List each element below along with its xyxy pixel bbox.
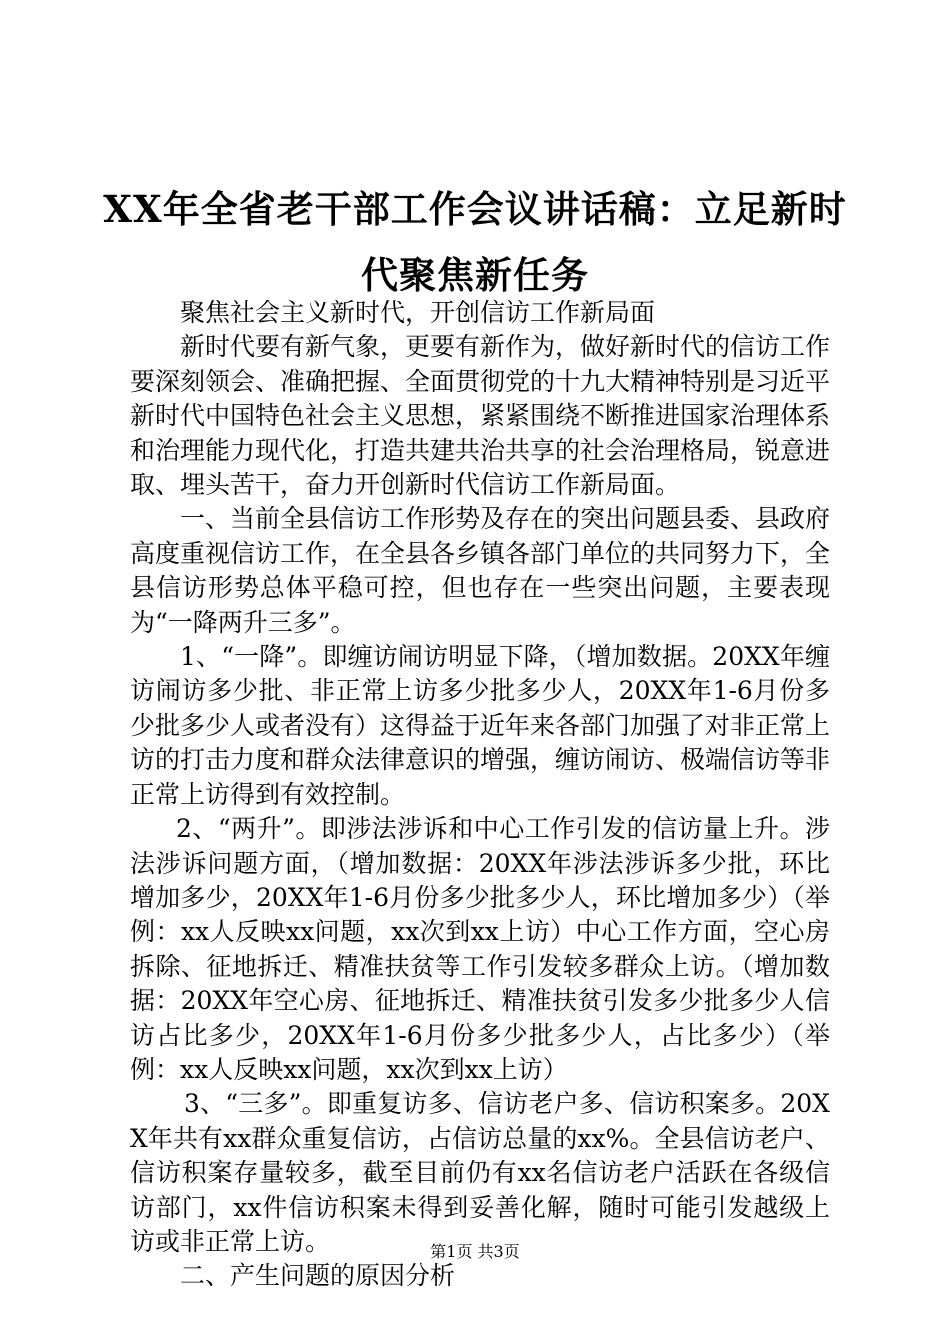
title-line-2: 代聚焦新任务 [361, 253, 589, 297]
paragraph-part-two: 二、产生问题的原因分析 [180, 1261, 456, 1291]
title-line-1: XX年全省老干部工作会议讲话稿：立足新时 [103, 187, 847, 231]
paragraph-item-one: 1、“一降”。即缠访闹访明显下降，（增加数据。20XX年缠访闹访多少批、非正常上访多少批多少人，20XX年1-6月份多少批多少人或者没有）这得益于近年来各部门加强了对非正常上访的打击力度和群众法律意识的增强，缠访闹访、极端信访等非正常上访得到有效控制。 [130, 642, 831, 809]
document-title [100, 176, 850, 308]
paragraph-intro: 新时代要有新气象，更要有新作为，做好新时代的信访工作要深刻领会、准确把握、全面贯彻党的十九大精神特别是习近平新时代中国特色社会主义思想，紧紧围绕不断推进国家治理体系和治理能力现代化，打造共建共治共享的社会治理格局，锐意进取、埋头苦干，奋力开创新时代信访工作新局面。 [130, 332, 831, 500]
page-number: 第1页 共3页 [430, 1242, 520, 1261]
page-footer [0, 1242, 950, 1262]
paragraph-item-three: 3、“三多”。即重复访多、信访老户多、信访积案多。20XX年共有xx群众重复信访，占信访总量的xx%。全县信访老户、信访积案存量较多，截至目前仍有xx名信访老户活跃在各级信访部门，xx件信访积案未得到妥善化解，随时可能引发越级上访或非正常上访。 [130, 1089, 830, 1256]
paragraph-part-one: 一、当前全县信访工作形势及存在的突出问题县委、县政府高度重视信访工作，在全县各乡镇各部门单位的共同努力下，全县信访形势总体平稳可控，但也存在一些突出问题，主要表现为“一降两升三多”。 [130, 504, 831, 637]
paragraph-item-two: 2、“两升”。即涉法涉诉和中心工作引发的信访量上升。涉法涉诉问题方面，（增加数据：20XX年涉法涉诉多少批，环比增加多少，20XX年1-6月份多少批多少人，环比增加多少）（举例：xx人反映xx问题，xx次到xx上访）中心工作方面，空心房拆除、征地拆迁、精准扶贫等工作引发较多群众上访。（增加数据：20XX年空心房、征地拆迁、精准扶贫引发多少批多少人信访占比多少，20XX年1-6月份多少批多少人，占比多少）（举例：xx人反映xx问题，xx次到xx上访） [130, 814, 830, 1084]
document-body [130, 296, 830, 1294]
paragraph-section-heading: 聚焦社会主义新时代，开创信访工作新局面 [180, 298, 656, 327]
